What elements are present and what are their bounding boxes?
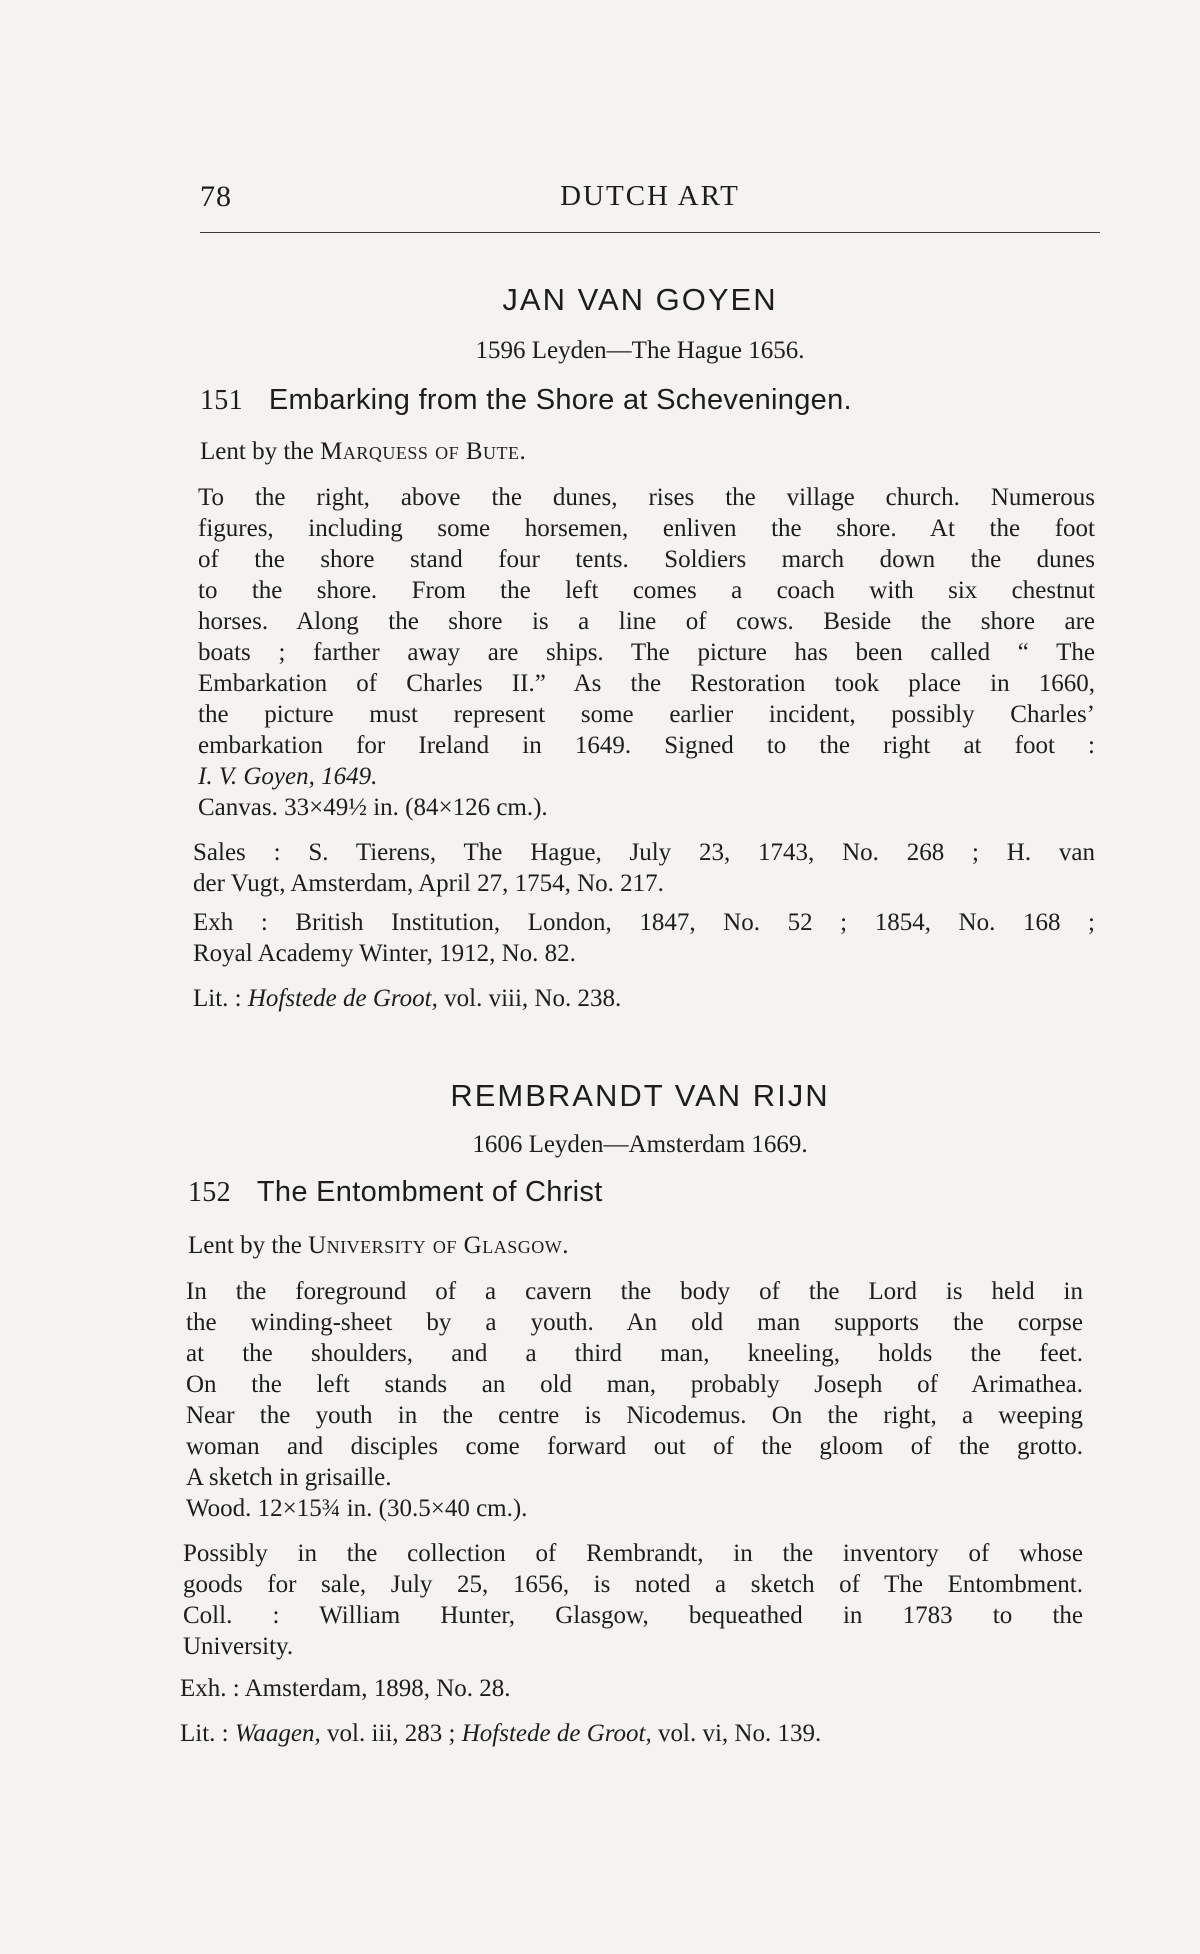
- description-line: at the shoulders, and a third man, kneeling, holds the feet.: [186, 1340, 1083, 1367]
- catalogue-entry-heading: [188, 1176, 603, 1209]
- provenance-record: Possibly in the collection of Rembrandt, in the inventory of whose goods for sale, July 25, 1656, is noted a sketch of The Entombment. Coll. : William Hunter, Glasgow, bequeathed in 1783 to the University.: [183, 1540, 1083, 1660]
- description-line: embarkation for Ireland in 1649. Signed to the right at foot :: [198, 732, 1095, 759]
- description-line: woman and disciples come forward out of the gloom of the grotto.: [186, 1433, 1083, 1460]
- medium-dimensions: Wood. 12×15¾ in. (30.5×40 cm.).: [186, 1495, 528, 1522]
- artist-name: JAN VAN GOYEN: [502, 282, 778, 317]
- description-line: On the left stands an old man, probably Joseph of Arimathea.: [186, 1371, 1083, 1398]
- entry-number: 152: [188, 1177, 231, 1208]
- description-line: the winding-sheet by a youth. An old man supports the corpse: [186, 1309, 1083, 1336]
- artist-dates: 1606 Leyden—Amsterdam 1669.: [472, 1131, 808, 1158]
- entry-description: [198, 482, 1095, 823]
- description-line: In the foreground of a cavern the body of the Lord is held in: [186, 1278, 1083, 1305]
- entry-title: The Entombment of Christ: [256, 1176, 603, 1208]
- lender-line: Lent by the Marquess of Bute.: [200, 438, 527, 465]
- lender-name: University of Glasgow.: [308, 1232, 569, 1259]
- description-line: to the shore. From the left comes a coach with six chestnut: [198, 577, 1095, 604]
- literature-record: Lit. : Hofstede de Groot, vol. viii, No. 238.: [193, 985, 622, 1012]
- entry-description: [186, 1276, 1083, 1524]
- literature-record: Lit. : Waagen, vol. iii, 283 ; Hofstede de Groot, vol. vi, No. 139.: [180, 1720, 822, 1747]
- description-line: Embarkation of Charles II.” As the Restoration took place in 1660,: [198, 670, 1095, 697]
- description-line: horses. Along the shore is a line of cows. Beside the shore are: [198, 608, 1095, 635]
- exhibition-record: Exh. : Amsterdam, 1898, No. 28.: [180, 1675, 511, 1702]
- entry-number: 151: [200, 385, 243, 416]
- description-line: of the shore stand four tents. Soldiers march down the dunes: [198, 546, 1095, 573]
- lender-line: Lent by the University of Glasgow.: [188, 1232, 569, 1259]
- description-line: Near the youth in the centre is Nicodemus. On the right, a weeping: [186, 1402, 1083, 1429]
- running-title: DUTCH ART: [560, 180, 740, 212]
- running-header: [200, 170, 1100, 218]
- catalogue-entry-heading: [200, 384, 852, 417]
- description-line: To the right, above the dunes, rises the village church. Numerous: [198, 484, 1095, 511]
- description-line: A sketch in grisaille.: [186, 1464, 392, 1491]
- description-line: boats ; farther away are ships. The picture has been called “ The: [198, 639, 1095, 666]
- exhibition-record: Exh : British Institution, London, 1847, No. 52 ; 1854, No. 168 ; Royal Academy Winter, 1912, No. 82.: [193, 909, 1095, 967]
- header-rule: [200, 232, 1100, 233]
- signature: I. V. Goyen, 1649.: [198, 763, 378, 790]
- description-line: the picture must represent some earlier incident, possibly Charles’: [198, 701, 1095, 728]
- sales-record: Sales : S. Tierens, The Hague, July 23, 1743, No. 268 ; H. van der Vugt, Amsterdam, April 27, 1754, No. 217.: [193, 839, 1095, 897]
- lender-name: Marquess of Bute.: [320, 438, 527, 465]
- medium-dimensions: Canvas. 33×49½ in. (84×126 cm.).: [198, 794, 548, 821]
- entry-title: Embarking from the Shore at Scheveningen.: [268, 384, 852, 416]
- artist-dates: 1596 Leyden—The Hague 1656.: [475, 337, 805, 364]
- page-number: 78: [200, 180, 232, 213]
- artist-name: REMBRANDT VAN RIJN: [450, 1078, 830, 1113]
- description-line: figures, including some horsemen, enliven the shore. At the foot: [198, 515, 1095, 542]
